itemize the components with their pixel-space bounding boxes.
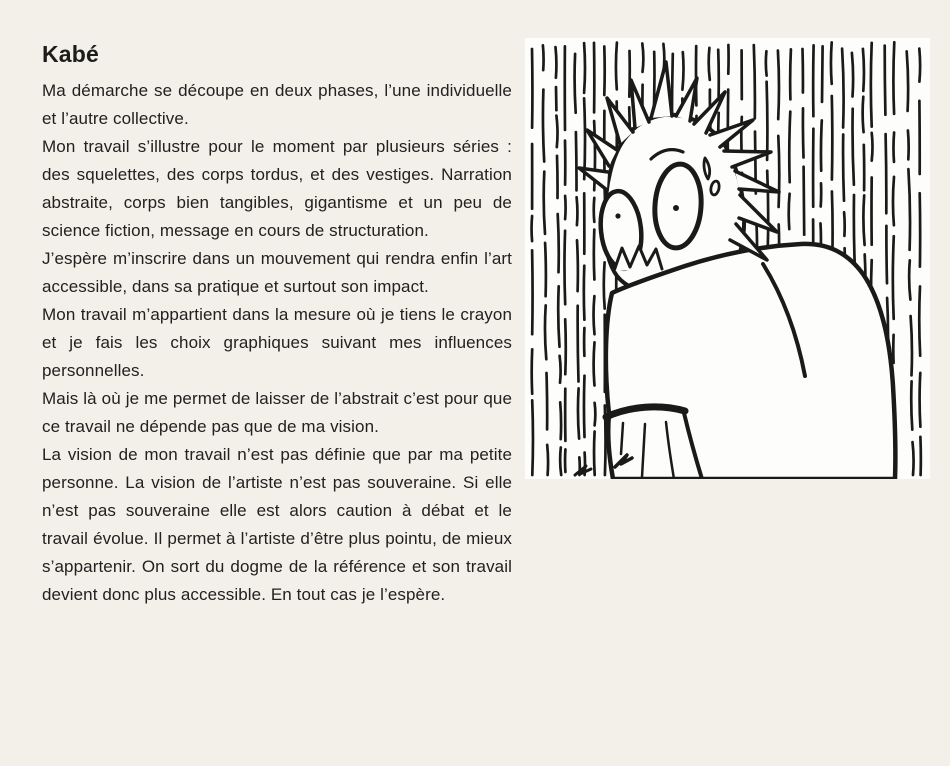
spiky-hair-character-illustration [525, 38, 930, 479]
article-paragraph: Ma démarche se découpe en deux phases, l’une individuelle et l’autre collective. [42, 80, 512, 128]
article-paragraph: Mais là où je me permet de laisser de l’abstrait c’est pour que ce travail ne dépende pas que de ma vision. [42, 388, 512, 436]
illustration [525, 38, 930, 479]
right-pupil [673, 205, 679, 211]
character-torso [606, 244, 896, 479]
article-paragraph: Mon travail m’appartient dans la mesure où je tiens le crayon et je fais les choix graphiques suivant mes influences personnelles. [42, 304, 512, 380]
article-paragraph: J’espère m’inscrire dans un mouvement qui rendra enfin l’art accessible, dans sa pratique et surtout son impact. [42, 248, 512, 296]
page-title: Kabé [42, 41, 100, 67]
article-paragraph: Mon travail s’illustre pour le moment par plusieurs séries : des squelettes, des corps tordus, et des vestiges. Narration abstraite, corps bien tangibles, gigantisme et un peu de science fiction, message en cours de structuration. [42, 136, 512, 240]
article [42, 40, 512, 609]
left-pupil [615, 213, 620, 218]
article-paragraph: La vision de mon travail n’est pas définie que par ma petite personne. La vision de l’artiste n’est pas souveraine. Si elle n’est pas souveraine elle est alors caution à débat et le travail évolue. Il permet à l’artiste d’être plus pointu, de mieux s’appartenir. On sort du dogme de la référence et son travail devient donc plus accessible. En tout cas je l’espère. [42, 444, 512, 604]
grimace-teeth [614, 246, 662, 271]
